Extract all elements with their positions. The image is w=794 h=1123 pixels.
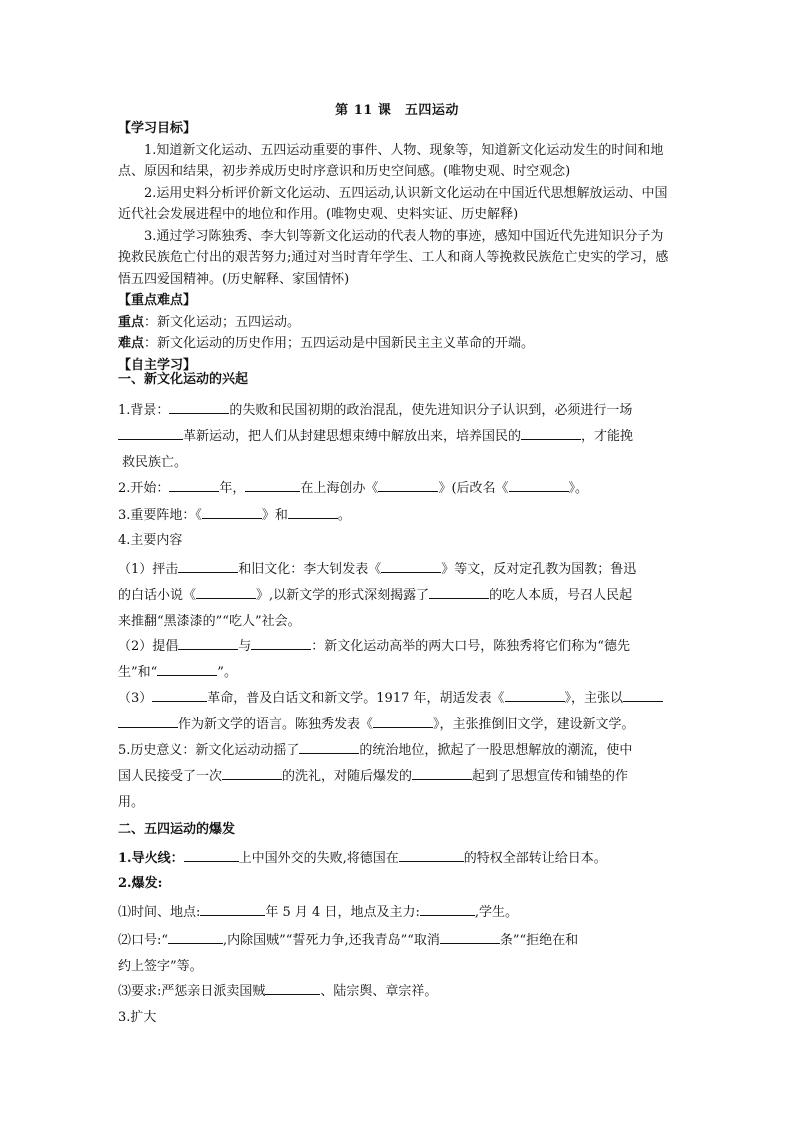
answer-blank[interactable] [505, 687, 565, 702]
p2-2-text: ,内除国贼”“誓死力争,还我青岛”“取消 [223, 933, 440, 948]
p2-3-text: 、陆宗舆、章宗祥。 [320, 984, 438, 999]
q4-1-text: 的吃人本质，号召人民起 [489, 588, 633, 603]
q1-text: 的失败和民国初期的政治混乱，使先进知识分子认识到，必须进行一场 [229, 403, 633, 418]
q3-label: 3.重要阵地：《 [118, 508, 202, 523]
focus-label: 重点 [118, 314, 145, 330]
question-4-heading: 4.主要内容 [118, 533, 183, 548]
q2-text: 在上海创办《 [300, 481, 379, 496]
answer-blank[interactable] [373, 713, 433, 728]
key-difficulty [118, 333, 676, 355]
question-4-1 [118, 557, 678, 635]
q5-text: 的洗礼，对随后爆发的 [282, 769, 413, 784]
part-3-heading: 3.扩大 [118, 1010, 157, 1025]
answer-blank[interactable] [399, 847, 464, 862]
p2-1-text: ,学生。 [474, 905, 518, 920]
q4-1-text: 的白话小说《 [118, 588, 197, 603]
q1-text: 救民族亡。 [122, 455, 188, 470]
q3-text: 》和 [261, 508, 288, 523]
answer-blank[interactable] [251, 635, 311, 650]
q5-text: 起到了思想宣传和铺垫的作 [472, 769, 629, 784]
q4-1-text: 》,以新文学的形式深刻揭露了 [256, 588, 430, 603]
question-4-2 [118, 634, 678, 686]
answer-blank[interactable] [157, 661, 217, 676]
q4-1-text: 和旧文化：李大钊发表《 [238, 562, 382, 577]
q2-label: 2.开始： [118, 481, 170, 496]
part-2-2 [118, 928, 678, 980]
q4-2-text: ：新文化运动高举的两大口号，陈独秀将它们称为“德先 [311, 639, 630, 654]
q1-text: ，才能挽 [581, 429, 634, 444]
question-3 [118, 504, 678, 526]
section-1-heading: 一、新文化运动的兴起 [118, 372, 249, 387]
answer-blank[interactable] [420, 901, 475, 916]
part-2-heading: 2.爆发: [118, 876, 163, 891]
p2-1-text: ⑴时间、地点: [118, 905, 201, 920]
answer-blank[interactable] [429, 584, 489, 599]
objectives-heading: 【学习目标】 [118, 121, 197, 136]
answer-blank[interactable] [118, 713, 178, 728]
answer-blank[interactable] [440, 929, 500, 944]
answer-blank[interactable] [378, 477, 438, 492]
difficulty-label: 难点 [118, 336, 145, 351]
q2-text: 》(后改名《 [438, 481, 509, 496]
answer-blank[interactable] [118, 425, 183, 440]
q4-2-text: ”。 [217, 665, 237, 680]
difficulty-text: ：新文化运动的历史作用；五四运动是中国新民主主义革命的开端。 [144, 336, 535, 351]
q1-text: 革新运动，把人们从封建思想束缚中解放出来，培养国民的 [183, 429, 522, 444]
objectives-section [118, 118, 676, 376]
q4-2-text: （2）提倡 [118, 639, 179, 654]
answer-blank[interactable] [152, 687, 207, 702]
q4-1-text: 》等文，反对定孔教为国教；鲁迅 [441, 562, 637, 577]
answer-blank[interactable] [169, 477, 219, 492]
question-5 [118, 738, 678, 816]
answer-blank[interactable] [521, 425, 581, 440]
answer-blank[interactable] [623, 687, 663, 702]
q4-3-text: 革命，普及白话文和新文学。1917 年，胡适发表《 [207, 691, 505, 706]
answer-blank[interactable] [288, 504, 338, 519]
answer-blank[interactable] [200, 901, 265, 916]
part-2-1 [118, 901, 678, 923]
q4-1-text: （1）抨击 [118, 562, 179, 577]
p2-2-text: 条”“拒绝在和 [499, 933, 579, 948]
q5-text: 用。 [118, 795, 145, 810]
q4-3-text: 作为新文学的语言。陈独秀发表《 [178, 717, 374, 732]
q4-2-text: 生”和“ [118, 665, 158, 680]
part-2-3 [118, 980, 678, 1002]
answer-blank[interactable] [196, 584, 256, 599]
q5-text: 5.历史意义：新文化运动动摇了 [118, 743, 300, 758]
answer-blank[interactable] [509, 477, 569, 492]
answer-blank[interactable] [178, 558, 238, 573]
focus-text: ：新文化运动；五四运动。 [144, 314, 301, 330]
section-2-heading: 二、五四运动的爆发 [118, 822, 236, 837]
answer-blank[interactable] [299, 739, 359, 754]
answer-blank[interactable] [169, 399, 229, 414]
p1-text: 的特权全部转让给日本。 [463, 851, 607, 866]
q4-3-text: 》，主张以 [564, 691, 624, 706]
answer-blank[interactable] [202, 504, 262, 519]
q5-text: 的统治地位，掀起了一股思想解放的潮流，使中 [359, 743, 633, 758]
question-2 [118, 477, 678, 499]
q1-label: 1.背景： [118, 403, 170, 418]
answer-blank[interactable] [168, 929, 223, 944]
key-heading: 【重点难点】 [118, 293, 197, 308]
p2-2-text: ⑵口号:“ [118, 933, 169, 948]
q5-text: 国人民接受了一次 [118, 769, 223, 784]
answer-blank[interactable] [184, 847, 239, 862]
q2-text: 年， [219, 481, 246, 496]
q4-2-text: 与 [238, 639, 252, 654]
q2-text: 》。 [568, 481, 589, 496]
objective-item-3: 3.通过学习陈独秀、李大钊等新文化运动的代表人物的事迹，感知中国近代先进知识分子为挽救民族危亡付出的艰苦努力;通过对当时青年学生、工人和商人等挽救民族危亡史实的学习，感悟五四爱国精神。(历史解释、家国情怀) [118, 228, 669, 287]
key-focus [118, 312, 676, 334]
p2-3-text: ⑶要求:严惩亲日派卖国贼 [118, 984, 266, 999]
q4-3-text: （3） [118, 691, 153, 706]
answer-blank[interactable] [245, 477, 300, 492]
p2-1-text: 年 5 月 4 日，地点及主力: [265, 905, 420, 920]
page-title: 第 11 课 五四运动 [335, 103, 459, 118]
self-study-heading: 【自主学习】 [118, 357, 197, 373]
answer-blank[interactable] [222, 765, 282, 780]
question-4-3 [118, 686, 678, 738]
answer-blank[interactable] [412, 765, 472, 780]
question-1 [118, 398, 678, 476]
q4-3-text: 》，主张推倒旧文学，建设新文学。 [433, 717, 635, 732]
q4-1-text: 来推翻“黑漆漆的”“吃人”社会。 [118, 614, 301, 629]
objective-item-2: 2.运用史料分析评价新文化运动、五四运动,认识新文化运动在中国近代思想解放运动、中国近代社会发展进程中的地位和作用。(唯物史观、史料实证、历史解释) [118, 185, 668, 222]
q3-text: 。 [337, 508, 351, 523]
part-1 [118, 847, 678, 869]
p2-2-text: 约上签字”等。 [118, 959, 203, 974]
p1-label: 1.导火线： [118, 851, 184, 866]
answer-blank[interactable] [381, 558, 441, 573]
objective-item-1: 1.知道新文化运动、五四运动重要的事件、人物、现象等，知道新文化运动发生的时间和地点、原因和结果，初步养成历史时序意识和历史空间感。(唯物史观、时空观念) [118, 142, 664, 179]
answer-blank[interactable] [265, 980, 320, 995]
p1-text: 上中国外交的失败,将德国在 [238, 851, 399, 866]
answer-blank[interactable] [178, 635, 238, 650]
